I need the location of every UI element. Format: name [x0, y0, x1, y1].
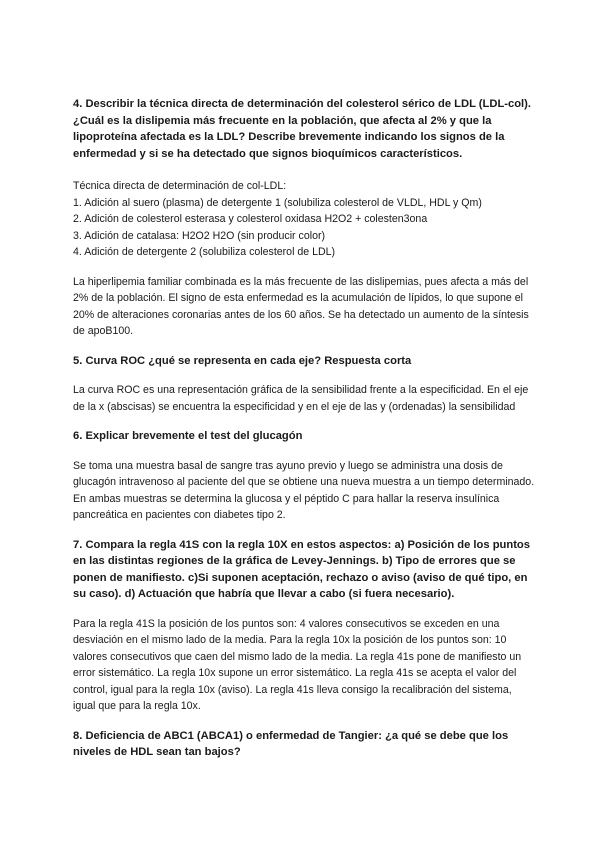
answer-4-line-4: 3. Adición de catalasa: H2O2 H2O (sin producir color) [73, 229, 326, 242]
answer-4-paragraph: La hiperlipemia familiar combinada es la más frecuente de las dislipemias, pues afecta a más del 2% de la población. El signo de esta enfermedad es la acumulación de lípidos, lo que supone el 20% de alteraciones coronarias antes de los 60 años. Se ha detectado un aumento de la síntesis de apoB100. [73, 275, 529, 337]
question-7: 7. Compara la regla 41S con la regla 10X en estos aspectos: a) Posición de los puntos en las distintas regiones de la gráfica de Levey-Jennings. b) Tipo de errores que se ponen de manifiesto. c)Si suponen aceptación, rechazo o aviso (aviso de qué tipo, en su caso). d) Actuación que habría que llevar a cabo (si fuera necesario). [73, 538, 530, 600]
question-6: 6. Explicar brevemente el test del glucagón [73, 430, 303, 442]
answer-4-list [73, 178, 535, 261]
question-8: 8. Deficiencia de ABC1 (ABCA1) o enfermedad de Tangier: ¿a qué se debe que los niveles de HDL sean tan bajos? [73, 729, 509, 758]
answer-4-line-5: 4. Adición de detergente 2 (solubiliza colesterol de LDL) [73, 246, 336, 258]
answer-4-line-3: 2. Adición de colesterol esterasa y colesterol oxidasa H2O2 + colesten3ona [73, 213, 428, 225]
answer-7-paragraph: Para la regla 41S la posición de los puntos son: 4 valores consecutivos se exceden en una desviación en el mismo lado de la media. Para la regla 10x la posición de los puntos son: 10 valores consecutivos que caen del mismo lado de la media. La regla 41s pone de manifiesto un error sistemático. La regla 10x supone un error sistemático. La regla 41s se acepta el valor del control, igual para la regla 10x (aviso). La regla 41s lleva consigo la recalibración del sistema, igual que para la regla 10x. [73, 617, 522, 712]
question-4: 4. Describir la técnica directa de determinación del colesterol sérico de LDL (LDL-col). ¿Cuál es la dislipemia más frecuente en la población, que afecta al 2% y que la lipoproteína afectada es la LDL? Describe brevemente indicando los signos de la enfermedad y si se ha detectado que signos bioquímicos característicos. [73, 98, 531, 160]
answer-4-line-1: Técnica directa de determinación de col-LDL: [73, 180, 287, 192]
document-page [73, 96, 535, 761]
answer-5-paragraph: La curva ROC es una representación gráfica de la sensibilidad frente a la especificidad. En el eje de la x (abscisas) se encuentra la especificidad y en el eje de las y (ordenadas) la sensibilidad [73, 384, 529, 413]
answer-6-paragraph: Se toma una muestra basal de sangre tras ayuno previo y luego se administra una dosis de glucagón intravenoso al paciente del que se obtiene una nueva muestra a un tiempo determinado. En ambas muestras se determina la glucosa y el péptido C para hallar la reserva insulínica pancreática en pacientes con diabetes tipo 2. [73, 459, 535, 521]
answer-4-line-2: 1. Adición al suero (plasma) de detergente 1 (solubiliza colesterol de VLDL, HDL y Qm) [73, 196, 482, 209]
question-5: 5. Curva ROC ¿qué se representa en cada eje? Respuesta corta [73, 354, 412, 367]
